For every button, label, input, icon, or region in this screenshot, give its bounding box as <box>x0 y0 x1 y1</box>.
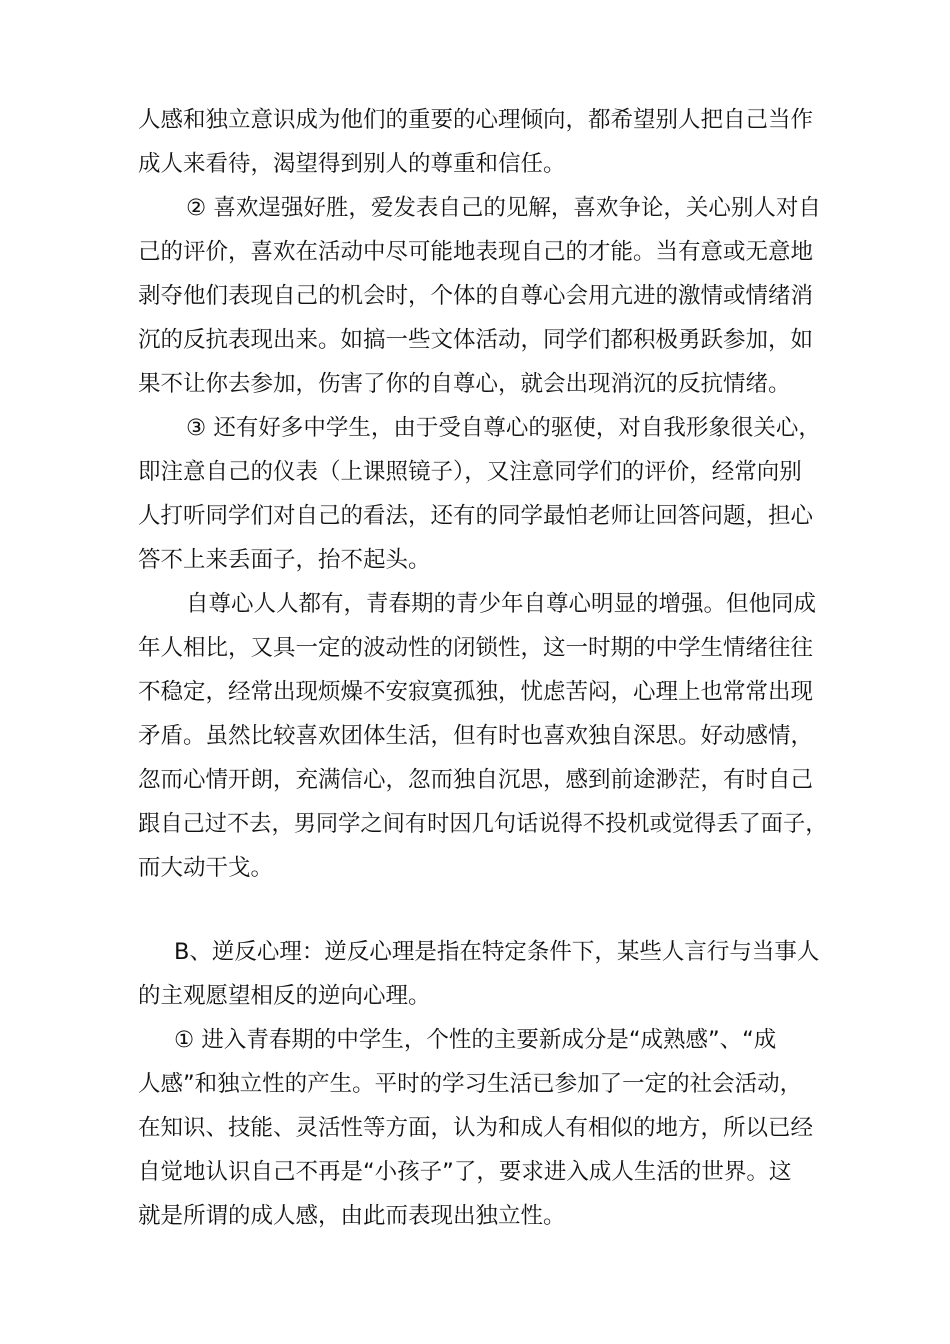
text-line: 矛盾。虽然比较喜欢团体生活，但有时也喜欢独自深思。好动感情， <box>138 723 814 749</box>
text-line: 自觉地认识自己不再是“小孩子”了，要求进入成人生活的世界。这 <box>138 1159 792 1185</box>
text-line: 果不让你去参加，伤害了你的自尊心，就会出现消沉的反抗情绪。 <box>138 371 791 397</box>
text-line: 剥夺他们表现自己的机会时，个体的自尊心会用亢进的激情或情绪消 <box>138 283 814 309</box>
text-line: ② 喜欢逞强好胜，爱发表自己的见解，喜欢争论，关心别人对自 <box>186 195 821 221</box>
text-line: 忽而心情开朗，充满信心，忽而独自沉思，感到前途渺茫，有时自己 <box>138 767 814 793</box>
text-line: 人感和独立意识成为他们的重要的心理倾向，都希望别人把自己当作 <box>138 107 814 133</box>
text-line: 就是所谓的成人感，由此而表现出独立性。 <box>138 1203 566 1229</box>
text-line: 跟自己过不去，男同学之间有时因几句话说得不投机或觉得丢了面子， <box>138 811 828 837</box>
text-line: 人打听同学们对自己的看法，还有的同学最怕老师让回答问题，担心 <box>138 503 814 529</box>
text-line: 人感”和独立性的产生。平时的学习生活已参加了一定的社会活动， <box>138 1071 803 1097</box>
text-line: ① 进入青春期的中学生，个性的主要新成分是“成熟感”、“成 <box>174 1027 777 1053</box>
text-line: 而大动干戈。 <box>138 855 274 881</box>
text-line: 年人相比，又具一定的波动性的闭锁性，这一时期的中学生情绪往往 <box>138 635 814 661</box>
text-line: 不稳定，经常出现烦燥不安寂寞孤独，忧虑苦闷，心理上也常常出现 <box>138 679 814 705</box>
text-line: 成人来看待，渴望得到别人的尊重和信任。 <box>138 151 566 177</box>
text-line: ③ 还有好多中学生，由于受自尊心的驱使，对自我形象很关心， <box>186 415 821 441</box>
text-line: B、逆反心理：逆反心理是指在特定条件下，某些人言行与当事人 <box>174 939 820 965</box>
text-line: 己的评价，喜欢在活动中尽可能地表现自己的才能。当有意或无意地 <box>138 239 814 265</box>
text-line: 自尊心人人都有，青春期的青少年自尊心明显的增强。但他同成 <box>186 591 817 617</box>
text-line: 即注意自己的仪表（上课照镜子），又注意同学们的评价，经常向别 <box>138 459 802 485</box>
text-line: 的主观愿望相反的逆向心理。 <box>138 983 431 1009</box>
text-line: 沉的反抗表现出来。如搞一些文体活动，同学们都积极勇跃参加，如 <box>138 327 814 353</box>
text-line: 在知识、技能、灵活性等方面，认为和成人有相似的地方，所以已经 <box>138 1115 814 1141</box>
text-line: 答不上来丢面子，抬不起头。 <box>138 547 431 573</box>
